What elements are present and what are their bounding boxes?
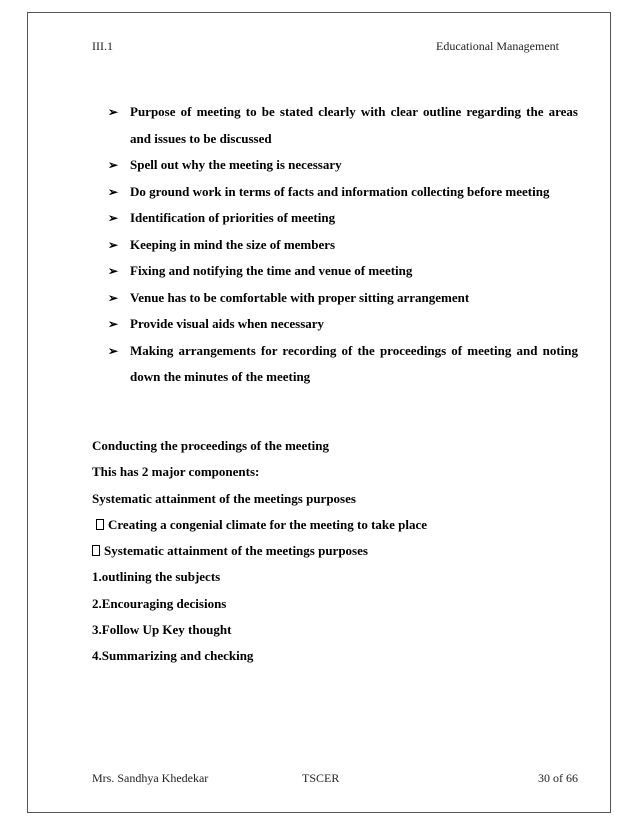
list-item: [108, 232, 578, 259]
section-line: Systematic attainment of the meetings purposes: [92, 490, 356, 506]
list-item-text: Provide visual aids when necessary: [130, 316, 325, 331]
list-item: [108, 99, 578, 152]
list-item-text: Keeping in mind the size of members: [130, 236, 336, 252]
list-item-text: Fixing and notifying the time and venue of meeting: [130, 263, 413, 278]
list-item: [108, 179, 578, 206]
section-heading: Conducting the proceedings of the meeting: [92, 438, 330, 453]
footer-institution: TSCER: [302, 771, 340, 785]
arrow-bullet-icon: ➢: [108, 237, 119, 252]
list-item-text: Identification of priorities of meeting: [130, 210, 336, 225]
step-item: 3.Follow Up Key thought: [92, 622, 232, 638]
header-section-number: III.1: [92, 39, 113, 53]
arrow-bullet-icon: ➢: [108, 211, 119, 225]
list-item: [108, 152, 578, 179]
proceedings-section: [92, 433, 582, 670]
arrow-bullet-icon: ➢: [108, 264, 119, 278]
component-text: Creating a congenial climate for the meeting to take place: [108, 516, 428, 532]
list-item-text: Spell out why the meeting is necessary: [130, 157, 342, 172]
section-line: This has 2 major components:: [92, 464, 260, 480]
arrow-bullet-icon: ➢: [108, 105, 119, 119]
component-text: Systematic attainment of the meetings purposes: [104, 543, 368, 559]
list-item-text: Venue has to be comfortable with proper sitting arrangement: [130, 289, 470, 305]
list-item-text: Purpose of meeting to be stated clearly with clear outline regarding the areas and issues to be discussed: [130, 104, 578, 146]
step-item: 1.outlining the subjects: [92, 569, 221, 585]
list-item: [108, 205, 578, 232]
list-item: [108, 311, 578, 338]
square-bullet-icon: [96, 519, 104, 530]
list-item: [108, 258, 578, 285]
header-title: Educational Management: [436, 39, 559, 53]
arrow-bullet-icon: ➢: [108, 317, 119, 331]
arrow-bullet-icon: ➢: [108, 343, 119, 358]
arrow-bullet-icon: ➢: [108, 158, 119, 172]
step-item: 2.Encouraging decisions: [92, 595, 227, 611]
list-item-text: Making arrangements for recording of the proceedings of meeting and noting down the minutes of the meeting: [130, 342, 578, 384]
footer-author: Mrs. Sandhya Khedekar: [92, 771, 209, 785]
footer-page-number: 30 of 66: [538, 771, 578, 785]
list-item: [108, 285, 578, 312]
square-bullet-icon: [92, 545, 100, 556]
list-item-text: Do ground work in terms of facts and information collecting before meeting: [130, 183, 550, 199]
arrow-bullet-icon: ➢: [108, 184, 119, 199]
component-item: [92, 538, 582, 564]
list-item: [108, 338, 578, 391]
bullet-list: [108, 99, 578, 391]
arrow-bullet-icon: ➢: [108, 290, 119, 305]
step-item: 4.Summarizing and checking: [92, 648, 254, 664]
component-item: [92, 512, 582, 538]
